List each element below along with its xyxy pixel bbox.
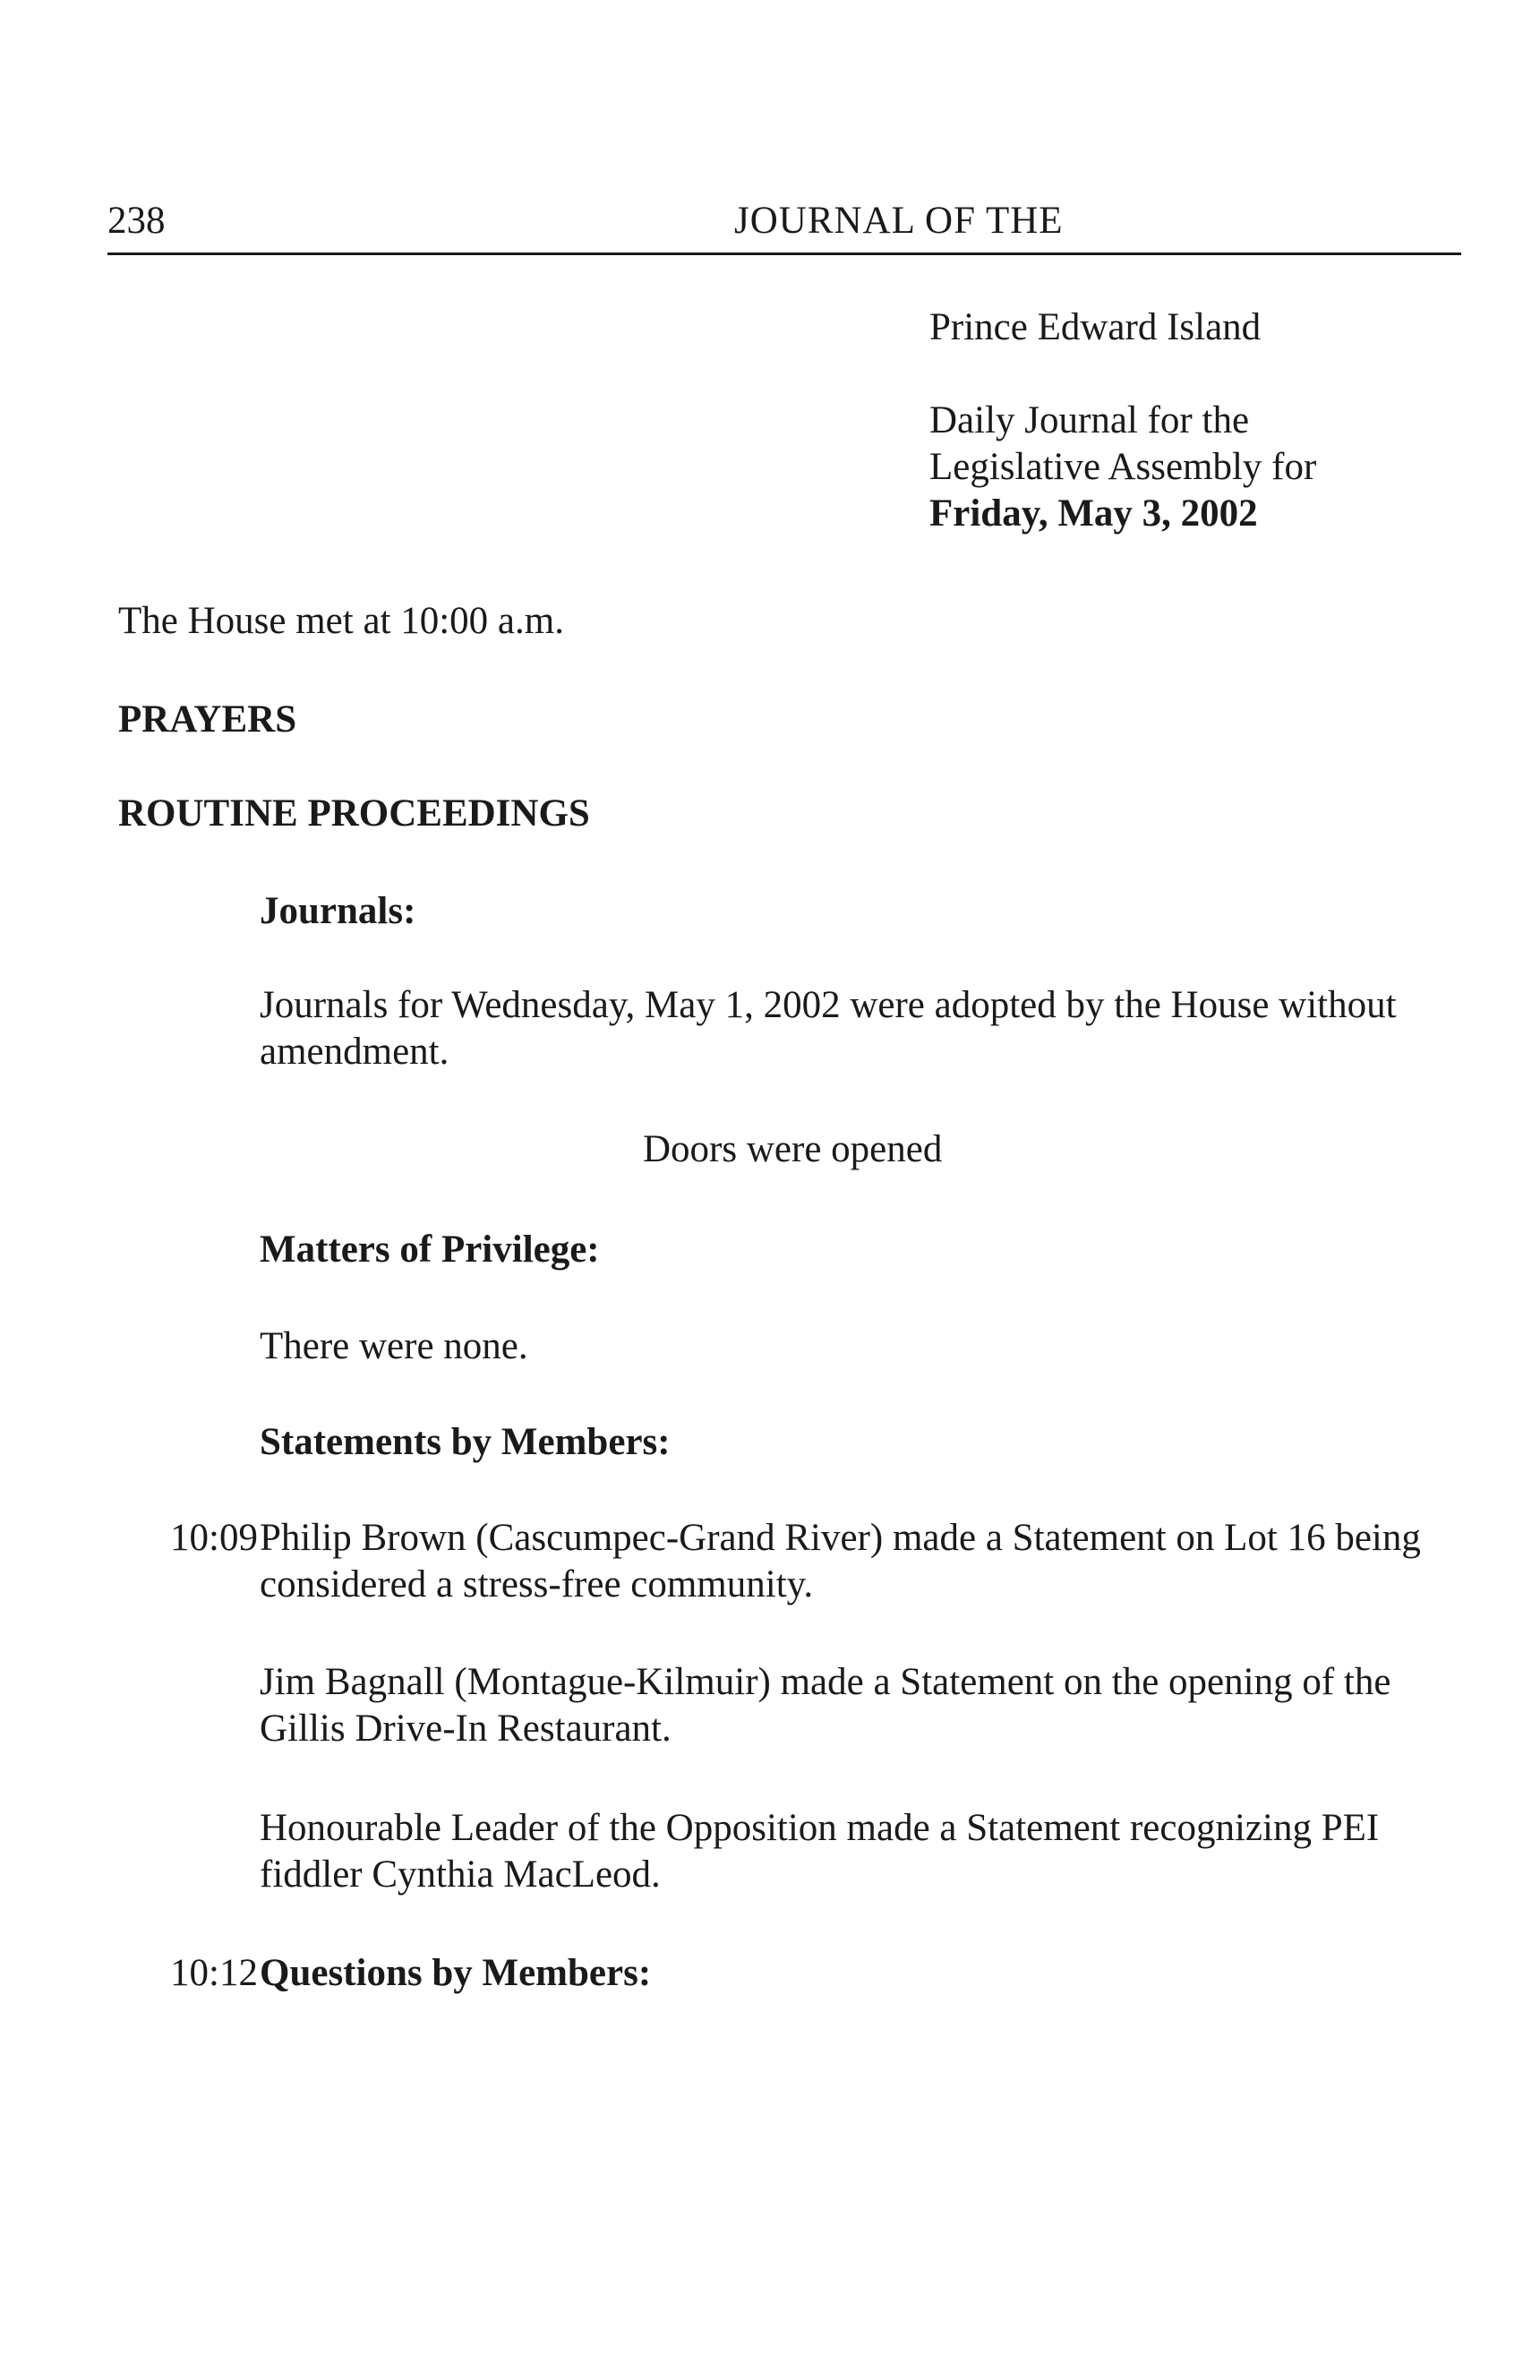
journal-title-line-2: Legislative Assembly for <box>929 446 1317 488</box>
matters-of-privilege-heading: Matters of Privilege: <box>260 1229 600 1271</box>
province-name: Prince Edward Island <box>929 306 1262 348</box>
statements-heading: Statements by Members: <box>260 1421 671 1463</box>
journals-heading: Journals: <box>260 890 416 932</box>
house-met-time: The House met at 10:00 a.m. <box>118 600 564 642</box>
journal-title-line-1: Daily Journal for the <box>929 399 1250 441</box>
journal-title-block <box>929 304 1467 537</box>
statement-item: Philip Brown (Cascumpec-Grand River) made a Statement on Lot 16 being considered a stress-free community. <box>260 1517 1421 1605</box>
privilege-text: There were none. <box>260 1325 528 1367</box>
statement-item: Jim Bagnall (Montague-Kilmuir) made a Statement on the opening of the Gillis Drive-In Restaurant. <box>260 1661 1391 1750</box>
prayers-heading: PRAYERS <box>118 698 297 741</box>
running-header <box>107 199 1461 255</box>
time-stamp: 10:09 <box>170 1517 258 1559</box>
statement-item: Honourable Leader of the Opposition made a Statement recognizing PEI fiddler Cynthia MacLeod. <box>260 1807 1380 1896</box>
questions-heading: Questions by Members: <box>260 1952 652 1994</box>
sitting-date: Friday, May 3, 2002 <box>929 492 1258 535</box>
doors-opened-text: Doors were opened <box>643 1128 943 1170</box>
journals-text: Journals for Wednesday, May 1, 2002 were adopted by the House without amendment. <box>260 984 1397 1073</box>
page-number: 238 <box>107 200 166 242</box>
time-stamp: 10:12 <box>170 1952 258 1994</box>
running-header-title: JOURNAL OF THE <box>734 200 1064 242</box>
routine-proceedings-heading: ROUTINE PROCEEDINGS <box>118 792 590 835</box>
